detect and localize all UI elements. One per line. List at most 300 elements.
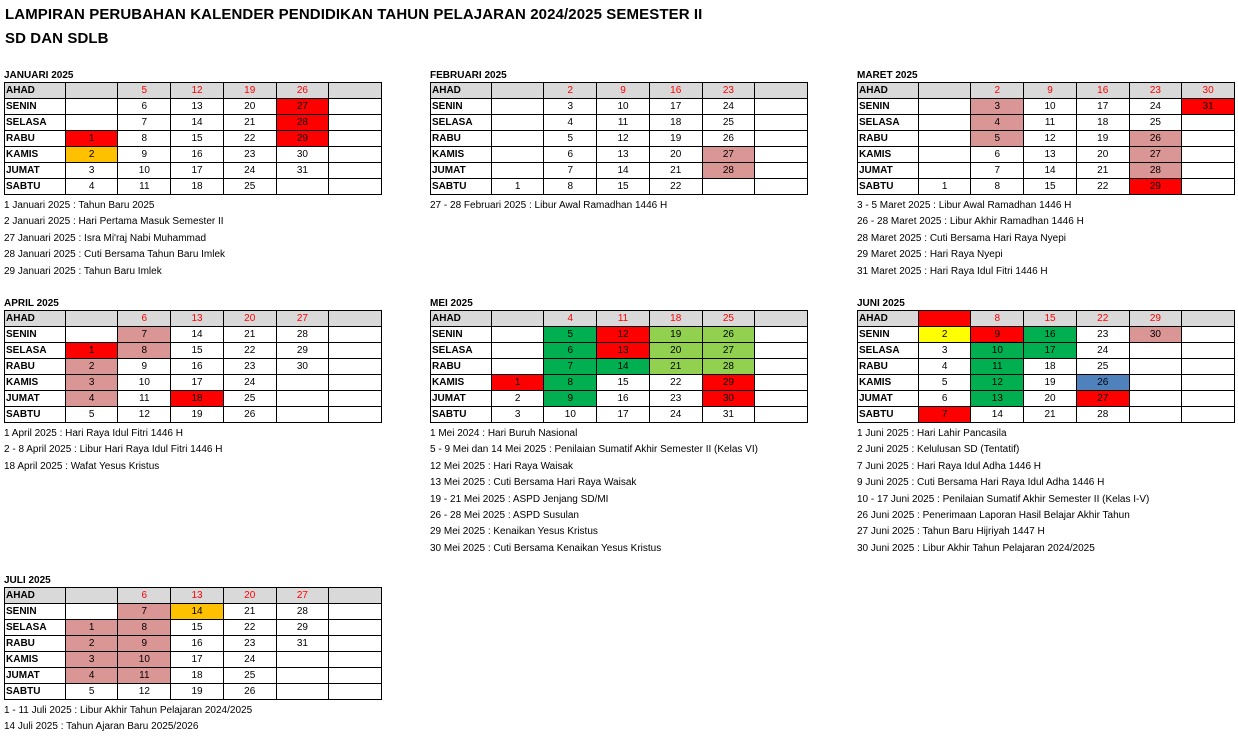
- event-note: 10 - 17 Juni 2025 : Penilaian Sumatif Akhir Semester II (Kelas I-V): [857, 493, 1150, 505]
- date-cell: [491, 163, 544, 179]
- event-notes: [4, 426, 384, 475]
- day-name: KAMIS: [5, 147, 66, 163]
- date-cell: 26: [276, 83, 329, 99]
- date-cell: 24: [223, 163, 276, 179]
- date-cell: 8: [118, 620, 171, 636]
- date-cell: [65, 311, 118, 327]
- day-name: SENIN: [858, 99, 919, 115]
- event-note: 27 - 28 Februari 2025 : Libur Awal Ramadhan 1446 H: [430, 200, 668, 211]
- calendar-row: [5, 668, 382, 684]
- date-cell: [1129, 391, 1182, 407]
- date-cell: 28: [1129, 163, 1182, 179]
- date-cell: 29: [276, 620, 329, 636]
- calendar-row: [431, 391, 808, 407]
- day-name: SABTU: [858, 407, 919, 423]
- calendar-row: [5, 359, 382, 375]
- date-cell: 23: [223, 147, 276, 163]
- month-block-februari: [430, 70, 810, 214]
- date-cell: 10: [118, 163, 171, 179]
- calendar-table-juli: [4, 587, 382, 700]
- date-cell: [65, 99, 118, 115]
- date-cell: 25: [223, 179, 276, 195]
- event-note: 1 Juni 2025 : Hari Lahir Pancasila: [857, 428, 1007, 439]
- date-cell: 3: [65, 375, 118, 391]
- day-name: AHAD: [5, 83, 66, 99]
- event-note: 28 Januari 2025 : Cuti Bersama Tahun Baru Imlek: [4, 249, 226, 261]
- calendar-table-februari: [430, 82, 808, 195]
- date-cell: [491, 327, 544, 343]
- date-cell: 24: [223, 375, 276, 391]
- calendar-row: [858, 131, 1235, 147]
- date-cell: [1182, 407, 1235, 423]
- date-cell: 5: [918, 375, 971, 391]
- date-cell: 25: [702, 115, 755, 131]
- event-note: 9 Juni 2025 : Cuti Bersama Hari Raya Idul Adha 1446 H: [857, 477, 1105, 489]
- month-name: APRIL 2025: [4, 298, 59, 309]
- date-cell: 19: [649, 131, 702, 147]
- event-note: 29 Mei 2025 : Kenaikan Yesus Kristus: [430, 526, 598, 538]
- date-cell: [1182, 327, 1235, 343]
- date-cell: 25: [223, 668, 276, 684]
- day-name: JUMAT: [431, 163, 492, 179]
- date-cell: 11: [118, 391, 171, 407]
- date-cell: 22: [1076, 311, 1129, 327]
- event-note: 27 Juni 2025 : Tahun Baru Hijriyah 1447 H: [857, 526, 1045, 538]
- event-note: 26 - 28 Mei 2025 : ASPD Susulan: [430, 509, 579, 521]
- date-cell: [755, 343, 808, 359]
- date-cell: 30: [276, 359, 329, 375]
- date-cell: 7: [544, 163, 597, 179]
- day-name: JUMAT: [431, 391, 492, 407]
- day-name: SELASA: [431, 343, 492, 359]
- date-cell: [1182, 375, 1235, 391]
- date-cell: 27: [276, 588, 329, 604]
- date-cell: [1129, 359, 1182, 375]
- date-cell: 11: [971, 359, 1024, 375]
- date-cell: 29: [702, 375, 755, 391]
- day-name: JUMAT: [858, 391, 919, 407]
- date-cell: 24: [223, 652, 276, 668]
- date-cell: 23: [1129, 83, 1182, 99]
- date-cell: 2: [65, 147, 118, 163]
- day-name: AHAD: [431, 311, 492, 327]
- date-cell: 20: [649, 343, 702, 359]
- date-cell: 23: [702, 83, 755, 99]
- date-cell: [65, 327, 118, 343]
- date-cell: 23: [223, 636, 276, 652]
- date-cell: 15: [1024, 179, 1077, 195]
- day-name: KAMIS: [431, 375, 492, 391]
- date-cell: 18: [171, 391, 224, 407]
- date-cell: 6: [118, 588, 171, 604]
- date-cell: 25: [1129, 115, 1182, 131]
- day-name: SENIN: [431, 99, 492, 115]
- date-cell: [329, 668, 382, 684]
- date-cell: 1: [918, 311, 971, 327]
- month-name: JULI 2025: [4, 575, 51, 586]
- event-note: 18 April 2025 : Wafat Yesus Kristus: [4, 460, 160, 472]
- date-cell: 27: [1129, 147, 1182, 163]
- event-note: 12 Mei 2025 : Hari Raya Waisak: [430, 460, 574, 472]
- day-name: KAMIS: [858, 147, 919, 163]
- date-cell: 4: [544, 311, 597, 327]
- date-cell: 9: [597, 83, 650, 99]
- calendar-row: [858, 359, 1235, 375]
- event-note: 1 Mei 2024 : Hari Buruh Nasional: [430, 428, 578, 439]
- calendar-row: [858, 311, 1235, 327]
- date-cell: 26: [702, 327, 755, 343]
- calendar-row: [858, 407, 1235, 423]
- date-cell: [755, 391, 808, 407]
- day-name: SABTU: [5, 179, 66, 195]
- date-cell: 20: [223, 99, 276, 115]
- calendar-row: [5, 588, 382, 604]
- date-cell: [1182, 147, 1235, 163]
- date-cell: 4: [971, 115, 1024, 131]
- day-name: SENIN: [431, 327, 492, 343]
- date-cell: [329, 652, 382, 668]
- date-cell: 16: [597, 391, 650, 407]
- date-cell: [918, 163, 971, 179]
- date-cell: 20: [649, 147, 702, 163]
- day-name: RABU: [858, 131, 919, 147]
- day-name: RABU: [5, 359, 66, 375]
- event-note: 19 - 21 Mei 2025 : ASPD Jenjang SD/MI: [430, 493, 609, 505]
- day-name: AHAD: [5, 588, 66, 604]
- day-name: AHAD: [858, 311, 919, 327]
- month-block-maret: [857, 70, 1237, 280]
- month-name: FEBRUARI 2025: [430, 70, 507, 81]
- date-cell: 17: [1024, 343, 1077, 359]
- date-cell: 7: [971, 163, 1024, 179]
- date-cell: 31: [1182, 99, 1235, 115]
- date-cell: [702, 179, 755, 195]
- date-cell: [1182, 343, 1235, 359]
- date-cell: [329, 147, 382, 163]
- day-name: KAMIS: [858, 375, 919, 391]
- date-cell: 25: [702, 311, 755, 327]
- date-cell: 21: [1076, 163, 1129, 179]
- date-cell: 9: [544, 391, 597, 407]
- day-name: SABTU: [431, 179, 492, 195]
- date-cell: 19: [1024, 375, 1077, 391]
- date-cell: 24: [649, 407, 702, 423]
- date-cell: 14: [171, 604, 224, 620]
- date-cell: [918, 83, 971, 99]
- date-cell: 4: [65, 179, 118, 195]
- date-cell: 7: [118, 604, 171, 620]
- date-cell: [329, 115, 382, 131]
- day-name: KAMIS: [5, 652, 66, 668]
- date-cell: 31: [702, 407, 755, 423]
- event-notes: [4, 198, 384, 280]
- day-name: RABU: [431, 359, 492, 375]
- date-cell: [329, 620, 382, 636]
- date-cell: 1: [491, 375, 544, 391]
- date-cell: 30: [702, 391, 755, 407]
- calendar-row: [431, 163, 808, 179]
- month-block-januari: [4, 70, 384, 280]
- calendar-row: [431, 327, 808, 343]
- date-cell: [1129, 407, 1182, 423]
- day-name: JUMAT: [5, 391, 66, 407]
- date-cell: 22: [649, 375, 702, 391]
- date-cell: 22: [223, 620, 276, 636]
- date-cell: 28: [276, 327, 329, 343]
- date-cell: 27: [1076, 391, 1129, 407]
- date-cell: 8: [118, 131, 171, 147]
- date-cell: 5: [544, 131, 597, 147]
- calendar-table-mei: [430, 310, 808, 423]
- day-name: SELASA: [5, 620, 66, 636]
- date-cell: [1182, 131, 1235, 147]
- date-cell: 12: [118, 684, 171, 700]
- date-cell: 20: [1076, 147, 1129, 163]
- event-notes: [857, 198, 1237, 280]
- event-note: 13 Mei 2025 : Cuti Bersama Hari Raya Waisak: [430, 477, 637, 489]
- date-cell: [1182, 115, 1235, 131]
- date-cell: [755, 83, 808, 99]
- calendar-row: [431, 83, 808, 99]
- day-name: SABTU: [5, 684, 66, 700]
- date-cell: 3: [65, 163, 118, 179]
- date-cell: 20: [223, 311, 276, 327]
- date-cell: 26: [1076, 375, 1129, 391]
- calendar-row: [5, 343, 382, 359]
- date-cell: 27: [276, 311, 329, 327]
- date-cell: 19: [1076, 131, 1129, 147]
- date-cell: [755, 131, 808, 147]
- date-cell: 2: [65, 359, 118, 375]
- date-cell: [755, 407, 808, 423]
- date-cell: [276, 684, 329, 700]
- date-cell: 5: [65, 684, 118, 700]
- calendar-row: [5, 652, 382, 668]
- date-cell: 3: [971, 99, 1024, 115]
- calendar-row: [858, 83, 1235, 99]
- date-cell: 30: [1129, 327, 1182, 343]
- date-cell: 17: [171, 375, 224, 391]
- date-cell: 5: [118, 83, 171, 99]
- date-cell: [755, 115, 808, 131]
- date-cell: 15: [171, 131, 224, 147]
- date-cell: 17: [171, 652, 224, 668]
- event-note: 2 Juni 2025 : Kelulusan SD (Tentatif): [857, 444, 1020, 456]
- date-cell: 21: [223, 604, 276, 620]
- date-cell: 9: [118, 636, 171, 652]
- date-cell: 31: [276, 163, 329, 179]
- calendar-row: [5, 99, 382, 115]
- event-note: 26 - 28 Maret 2025 : Libur Akhir Ramadhan 1446 H: [857, 216, 1084, 228]
- date-cell: [276, 179, 329, 195]
- date-cell: 21: [223, 115, 276, 131]
- day-name: SABTU: [5, 407, 66, 423]
- month-block-april: [4, 298, 384, 475]
- date-cell: 8: [544, 375, 597, 391]
- date-cell: 24: [702, 99, 755, 115]
- date-cell: 18: [1076, 115, 1129, 131]
- date-cell: [329, 343, 382, 359]
- month-block-mei: [430, 298, 810, 557]
- date-cell: 19: [171, 684, 224, 700]
- date-cell: 7: [918, 407, 971, 423]
- date-cell: 14: [1024, 163, 1077, 179]
- calendar-row: [5, 620, 382, 636]
- calendar-row: [5, 163, 382, 179]
- date-cell: 18: [171, 179, 224, 195]
- date-cell: [329, 327, 382, 343]
- date-cell: [276, 407, 329, 423]
- date-cell: 25: [223, 391, 276, 407]
- day-name: KAMIS: [5, 375, 66, 391]
- date-cell: 14: [171, 327, 224, 343]
- date-cell: 19: [649, 327, 702, 343]
- date-cell: 13: [171, 311, 224, 327]
- date-cell: 13: [171, 99, 224, 115]
- event-note: 29 Maret 2025 : Hari Raya Nyepi: [857, 249, 1003, 261]
- day-name: SABTU: [431, 407, 492, 423]
- date-cell: 9: [971, 327, 1024, 343]
- calendar-row: [5, 375, 382, 391]
- date-cell: 6: [544, 343, 597, 359]
- event-note: 1 - 11 Juli 2025 : Libur Akhir Tahun Pelajaran 2024/2025: [4, 705, 253, 716]
- date-cell: 14: [171, 115, 224, 131]
- date-cell: 6: [118, 311, 171, 327]
- date-cell: 4: [65, 668, 118, 684]
- date-cell: 8: [118, 343, 171, 359]
- date-cell: [755, 163, 808, 179]
- date-cell: [65, 588, 118, 604]
- date-cell: 13: [171, 588, 224, 604]
- date-cell: 4: [918, 359, 971, 375]
- date-cell: 27: [276, 99, 329, 115]
- date-cell: 9: [118, 147, 171, 163]
- month-block-juli: [4, 575, 384, 736]
- date-cell: [329, 636, 382, 652]
- date-cell: 10: [597, 99, 650, 115]
- date-cell: 28: [1076, 407, 1129, 423]
- date-cell: 21: [649, 163, 702, 179]
- date-cell: 15: [171, 620, 224, 636]
- date-cell: 24: [1129, 99, 1182, 115]
- date-cell: [1182, 391, 1235, 407]
- date-cell: 11: [118, 179, 171, 195]
- calendar-table-januari: [4, 82, 382, 195]
- day-name: SABTU: [858, 179, 919, 195]
- date-cell: 3: [918, 343, 971, 359]
- date-cell: 9: [118, 359, 171, 375]
- date-cell: 3: [65, 652, 118, 668]
- day-name: RABU: [858, 359, 919, 375]
- date-cell: 1: [918, 179, 971, 195]
- date-cell: 25: [1076, 359, 1129, 375]
- date-cell: 10: [544, 407, 597, 423]
- date-cell: 14: [971, 407, 1024, 423]
- calendar-row: [431, 115, 808, 131]
- event-note: 2 Januari 2025 : Hari Pertama Masuk Semester II: [4, 216, 224, 228]
- day-name: JUMAT: [5, 163, 66, 179]
- date-cell: 12: [171, 83, 224, 99]
- date-cell: [491, 311, 544, 327]
- date-cell: 23: [223, 359, 276, 375]
- calendar-row: [431, 179, 808, 195]
- date-cell: 19: [223, 83, 276, 99]
- date-cell: 26: [702, 131, 755, 147]
- date-cell: [918, 99, 971, 115]
- calendar-row: [5, 83, 382, 99]
- event-note: 31 Maret 2025 : Hari Raya Idul Fitri 1446 H: [857, 265, 1048, 277]
- date-cell: 10: [118, 652, 171, 668]
- date-cell: [755, 147, 808, 163]
- date-cell: 30: [1182, 83, 1235, 99]
- date-cell: 21: [649, 359, 702, 375]
- calendar-row: [431, 343, 808, 359]
- date-cell: 5: [65, 407, 118, 423]
- date-cell: [491, 99, 544, 115]
- calendar-row: [858, 327, 1235, 343]
- calendar-row: [5, 407, 382, 423]
- date-cell: [65, 604, 118, 620]
- date-cell: 31: [276, 636, 329, 652]
- date-cell: 15: [597, 375, 650, 391]
- date-cell: 11: [118, 668, 171, 684]
- day-name: SELASA: [858, 115, 919, 131]
- date-cell: 17: [171, 163, 224, 179]
- date-cell: 17: [597, 407, 650, 423]
- date-cell: 20: [1024, 391, 1077, 407]
- event-notes: [430, 426, 810, 557]
- date-cell: 2: [544, 83, 597, 99]
- month-name: JUNI 2025: [857, 298, 905, 309]
- date-cell: 16: [171, 636, 224, 652]
- day-name: AHAD: [5, 311, 66, 327]
- date-cell: [755, 375, 808, 391]
- date-cell: 20: [223, 588, 276, 604]
- date-cell: 6: [971, 147, 1024, 163]
- calendar-row: [858, 375, 1235, 391]
- date-cell: 7: [118, 327, 171, 343]
- date-cell: [329, 684, 382, 700]
- calendar-row: [5, 604, 382, 620]
- date-cell: [1182, 179, 1235, 195]
- date-cell: 1: [491, 179, 544, 195]
- day-name: SENIN: [858, 327, 919, 343]
- date-cell: [329, 83, 382, 99]
- event-note: 2 - 8 April 2025 : Libur Hari Raya Idul Fitri 1446 H: [4, 444, 223, 456]
- date-cell: 6: [918, 391, 971, 407]
- calendar-row: [858, 99, 1235, 115]
- date-cell: 22: [649, 179, 702, 195]
- calendar-row: [5, 131, 382, 147]
- date-cell: 10: [971, 343, 1024, 359]
- date-cell: 22: [223, 343, 276, 359]
- month-block-juni: [857, 298, 1237, 557]
- date-cell: 18: [171, 668, 224, 684]
- calendar-row: [431, 131, 808, 147]
- date-cell: 30: [276, 147, 329, 163]
- calendar-row: [5, 115, 382, 131]
- date-cell: 13: [971, 391, 1024, 407]
- event-note: 27 Januari 2025 : Isra Mi'raj Nabi Muhammad: [4, 232, 207, 244]
- event-notes: [4, 703, 384, 736]
- date-cell: 29: [1129, 311, 1182, 327]
- date-cell: [755, 327, 808, 343]
- calendar-row: [431, 359, 808, 375]
- date-cell: [491, 147, 544, 163]
- calendar-row: [431, 311, 808, 327]
- date-cell: 13: [597, 147, 650, 163]
- event-note: 30 Mei 2025 : Cuti Bersama Kenaikan Yesus Kristus: [430, 542, 662, 554]
